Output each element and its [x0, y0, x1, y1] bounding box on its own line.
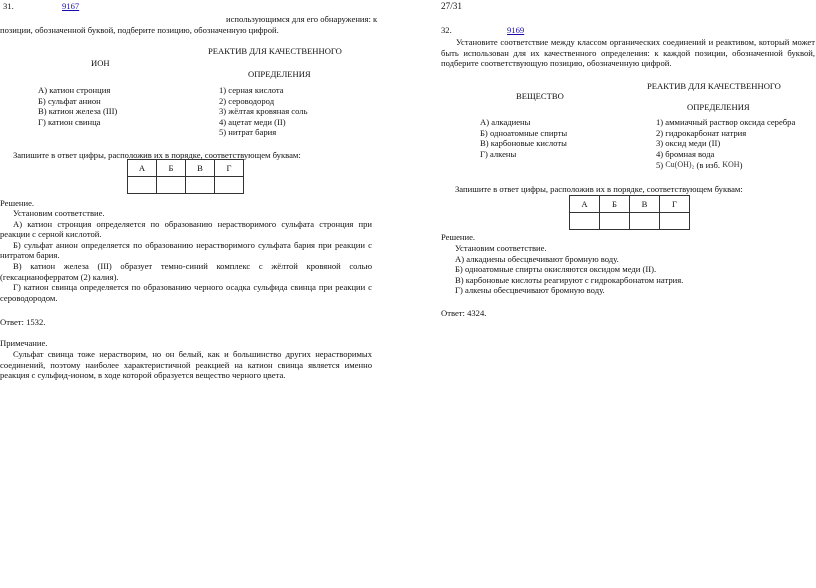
solution-body [0, 208, 372, 303]
solution-title: Решение. [441, 232, 476, 242]
instruction: Запишите в ответ цифры, расположив их в порядке, соответствующем буквам: [13, 150, 301, 160]
solution-line: В) катион железа (III) образует темно-синий комплекс с жёлтой кровяной солью (гексацианоферратом (2) калия). [0, 260, 372, 282]
answer-text: Ответ: 1532. [0, 317, 46, 327]
solution-line: Б) одноатомные спирты окисляются оксидом меди (II). [455, 264, 657, 275]
answer-text: Ответ: 4324. [441, 308, 487, 318]
solution-line: А) катион стронция определяется по образованию нерастворимого сульфата стронция при реакции с серной кислотой. [0, 218, 372, 240]
intro-line: использующимся для его обнаружения: к [226, 14, 378, 24]
definition-header: ОПРЕДЕЛЕНИЯ [687, 102, 750, 112]
solution-line: Установим соответствие. [13, 208, 105, 218]
answer-cell[interactable] [128, 177, 157, 194]
solution-body [455, 243, 683, 296]
answer-cell[interactable] [600, 213, 630, 230]
list-item: 1) аммиачный раствор оксида серебра [656, 117, 796, 127]
answer-cell[interactable] [660, 213, 690, 230]
list-item: А) алкадиены [480, 117, 531, 127]
answer-cell[interactable] [630, 213, 660, 230]
table-header: Г [215, 160, 244, 177]
solution-line: Б) сульфат анион определяется по образованию нерастворимого сульфата бария при реакции с нитратом бария. [0, 239, 372, 261]
list-item: 4) ацетат меди (II) [219, 116, 286, 127]
solution-line: А) алкадиены обесцвечивают бромную воду. [455, 253, 619, 264]
task-number: 32. [441, 25, 452, 35]
list-item: 3) жёлтая кровяная соль [219, 106, 308, 117]
reagent-header: РЕАКТИВ ДЛЯ КАЧЕСТВЕННОГО [208, 46, 342, 56]
answer-cell[interactable] [215, 177, 244, 194]
substance-header: ВЕЩЕСТВО [516, 91, 564, 101]
letters-list [38, 85, 117, 127]
formula: Cu(OH)₂ [665, 160, 695, 169]
table-header: А [570, 196, 600, 213]
solution-title: Решение. [0, 198, 35, 208]
list-item: 3) оксид меди (II) [656, 138, 721, 149]
solution-line: Г) алкены обесцвечивают бромную воду. [455, 285, 605, 296]
note-text: Сульфат свинца тоже нерастворим, но он белый, как и большинство других нерастворимых соединений, поэтому наиболее характеристичной реакцией на катион свинца является именно реакция с сульфид-ионом, в ходе которой образуется вещество черного цвета. [0, 349, 372, 381]
list-item: В) катион железа (III) [38, 106, 118, 117]
answer-cell[interactable] [570, 213, 600, 230]
answer-table [127, 159, 244, 194]
item-prefix: 5) [656, 160, 664, 170]
list-item: 2) гидрокарбонат натрия [656, 127, 747, 138]
list-item: 5) нитрат бария [219, 127, 277, 138]
task-number: 31. [3, 1, 14, 11]
list-item: 2) сероводород [219, 95, 275, 106]
formula: KOH [722, 160, 740, 169]
letters-list [480, 117, 567, 159]
answer-cell[interactable] [186, 177, 215, 194]
definition-header: ОПРЕДЕЛЕНИЯ [248, 69, 311, 79]
table-header: В [186, 160, 215, 177]
table-header: Б [600, 196, 630, 213]
list-item: В) карбоновые кислоты [480, 138, 567, 149]
list-item: Г) катион свинца [38, 116, 101, 127]
answer-table [569, 195, 690, 230]
solution-line: Г) катион свинца определяется по образованию черного осадка сульфида свинца при реакции с сероводородом. [0, 282, 372, 303]
solution-line: Установим соответствие. [455, 243, 547, 253]
list-item: Г) алкены [480, 148, 517, 159]
item-suffix: ) [739, 160, 743, 170]
intro-line: позиции, обозначенной буквой, подберите позицию, обозначенную цифрой. [0, 25, 279, 35]
table-header: Б [157, 160, 186, 177]
ion-header: ИОН [91, 58, 110, 68]
solution-line: В) карбоновые кислоты реагируют с гидрокарбонатом натрия. [455, 274, 684, 285]
list-item [656, 160, 742, 170]
instruction: Запишите в ответ цифры, расположив их в порядке, соответствующем буквам: [455, 184, 743, 194]
task-id-link[interactable]: 9167 [62, 1, 80, 11]
list-item: Б) одноатомные спирты [480, 127, 568, 138]
table-header: А [128, 160, 157, 177]
page-number: 27/31 [441, 1, 462, 11]
numbers-list [656, 117, 795, 159]
task-id-link[interactable]: 9169 [507, 25, 525, 35]
table-header: Г [660, 196, 690, 213]
note-title: Примечание. [0, 338, 48, 348]
item-middle: (в изб. [696, 160, 721, 170]
reagent-header: РЕАКТИВ ДЛЯ КАЧЕСТВЕННОГО [647, 81, 781, 91]
list-item: 1) серная кислота [219, 85, 284, 95]
list-item: Б) сульфат анион [38, 95, 101, 106]
list-item: А) катион стронция [38, 85, 111, 95]
numbers-list [219, 85, 308, 138]
intro-text: Установите соответствие между классом органических соединений и реактивом, который может быть использован для их качественного определения: к каждой позиции, обозначенной буквой, подберите соответствующую позицию, обозначенную цифрой. [441, 37, 815, 69]
answer-cell[interactable] [157, 177, 186, 194]
table-header: В [630, 196, 660, 213]
list-item: 4) бромная вода [656, 148, 715, 159]
